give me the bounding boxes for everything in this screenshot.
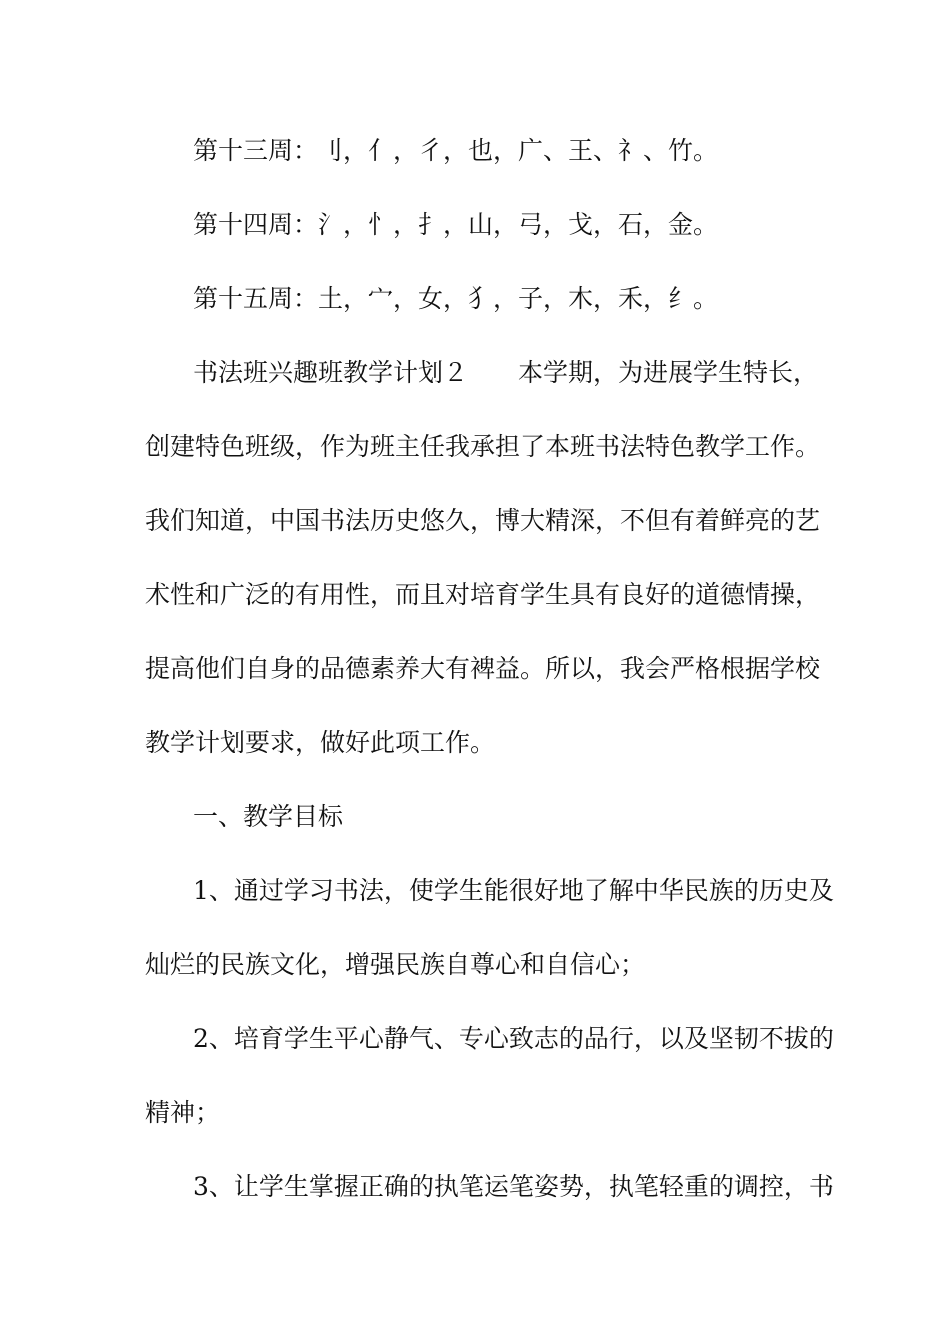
paragraph-1-start: 本学期，为进展学生特长， (518, 358, 819, 387)
paragraph-1-line-5: 提高他们自身的品德素养大有裨益。所以，我会严格根据学校 (145, 654, 821, 683)
goal-1-line-1: 1、通过学习书法，使学生能很好地了解中华民族的历史及 (193, 876, 834, 905)
week-13-line: 第十三周：刂，亻，彳，也，广、王、礻、竹。 (193, 136, 719, 165)
plan-title: 书法班兴趣班教学计划２ (193, 358, 469, 387)
goal-3-line-1: 3、让学生掌握正确的执笔运笔姿势，执笔轻重的调控，书 (193, 1172, 834, 1201)
plan-title-line (0, 353, 950, 393)
section-heading-goals: 一、教学目标 (193, 802, 344, 831)
paragraph-1-line-4: 术性和广泛的有用性，而且对培育学生具有良好的道德情操， (145, 580, 821, 609)
paragraph-1-line-6: 教学计划要求，做好此项工作。 (145, 728, 496, 757)
week-14-line: 第十四周：氵，忄，扌，山，弓，戈，石，金。 (193, 210, 719, 239)
goal-1-line-2: 灿烂的民族文化，增强民族自尊心和自信心； (145, 950, 646, 979)
paragraph-1-line-2: 创建特色班级，作为班主任我承担了本班书法特色教学工作。 (145, 432, 821, 461)
goal-2-line-1: 2、培育学生平心静气、专心致志的品行，以及坚韧不拔的 (193, 1024, 834, 1053)
paragraph-1-line-3: 我们知道，中国书法历史悠久，博大精深，不但有着鲜亮的艺 (145, 506, 821, 535)
goal-2-line-2: 精神； (145, 1098, 221, 1127)
week-15-line: 第十五周：土，宀，女，犭，子，木，禾，纟。 (193, 284, 719, 313)
